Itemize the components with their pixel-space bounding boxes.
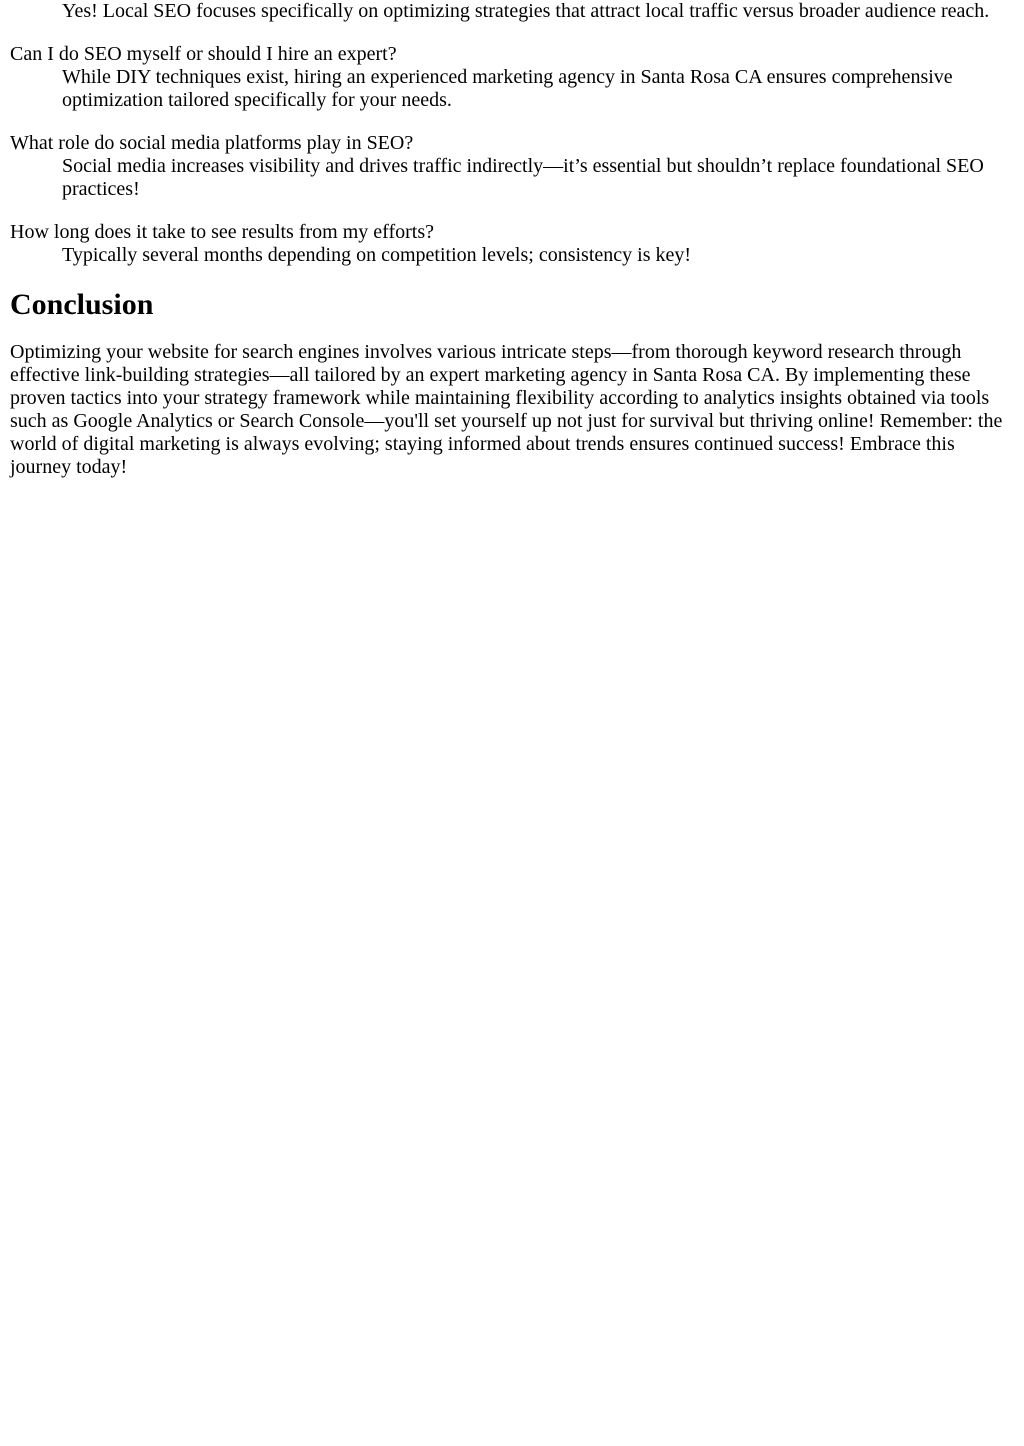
faq-question-diy-seo: Can I do SEO myself or should I hire an expert? xyxy=(10,43,397,65)
conclusion-paragraph: Optimizing your website for search engines involves various intricate steps—from thorough keyword research through effective link-building strategies—all tailored by an expert marketing agency in Santa Rosa CA. By implementing these proven tactics into your strategy framework while maintaining flexibility according to analytics insights obtained via tools such as Google Analytics or Search Console—you'll set yourself up not just for survival but thriving online! Remember: the world of digital marketing is always evolving; staying informed about trends ensures continued success! Embrace this journey today! xyxy=(10,341,1003,478)
faq-answer-results-time: Typically several months depending on competition levels; consistency is key! xyxy=(62,244,692,266)
faq-answer-local-seo: Yes! Local SEO focuses specifically on optimizing strategies that attract local traffic versus broader audience reach. xyxy=(62,0,990,22)
faq-question-results-time: How long does it take to see results from my efforts? xyxy=(10,221,434,243)
conclusion-heading: Conclusion xyxy=(10,288,154,321)
faq-list xyxy=(10,0,1014,267)
faq-answer-diy-seo: While DIY techniques exist, hiring an experienced marketing agency in Santa Rosa CA ensures comprehensive optimization tailored specifically for your needs. xyxy=(62,66,953,111)
faq-question-social-media: What role do social media platforms play in SEO? xyxy=(10,132,414,154)
faq-answer-social-media: Social media increases visibility and drives traffic indirectly—it’s essential but shouldn’t replace foundational SEO practices! xyxy=(62,155,984,200)
article-page xyxy=(0,0,1014,479)
